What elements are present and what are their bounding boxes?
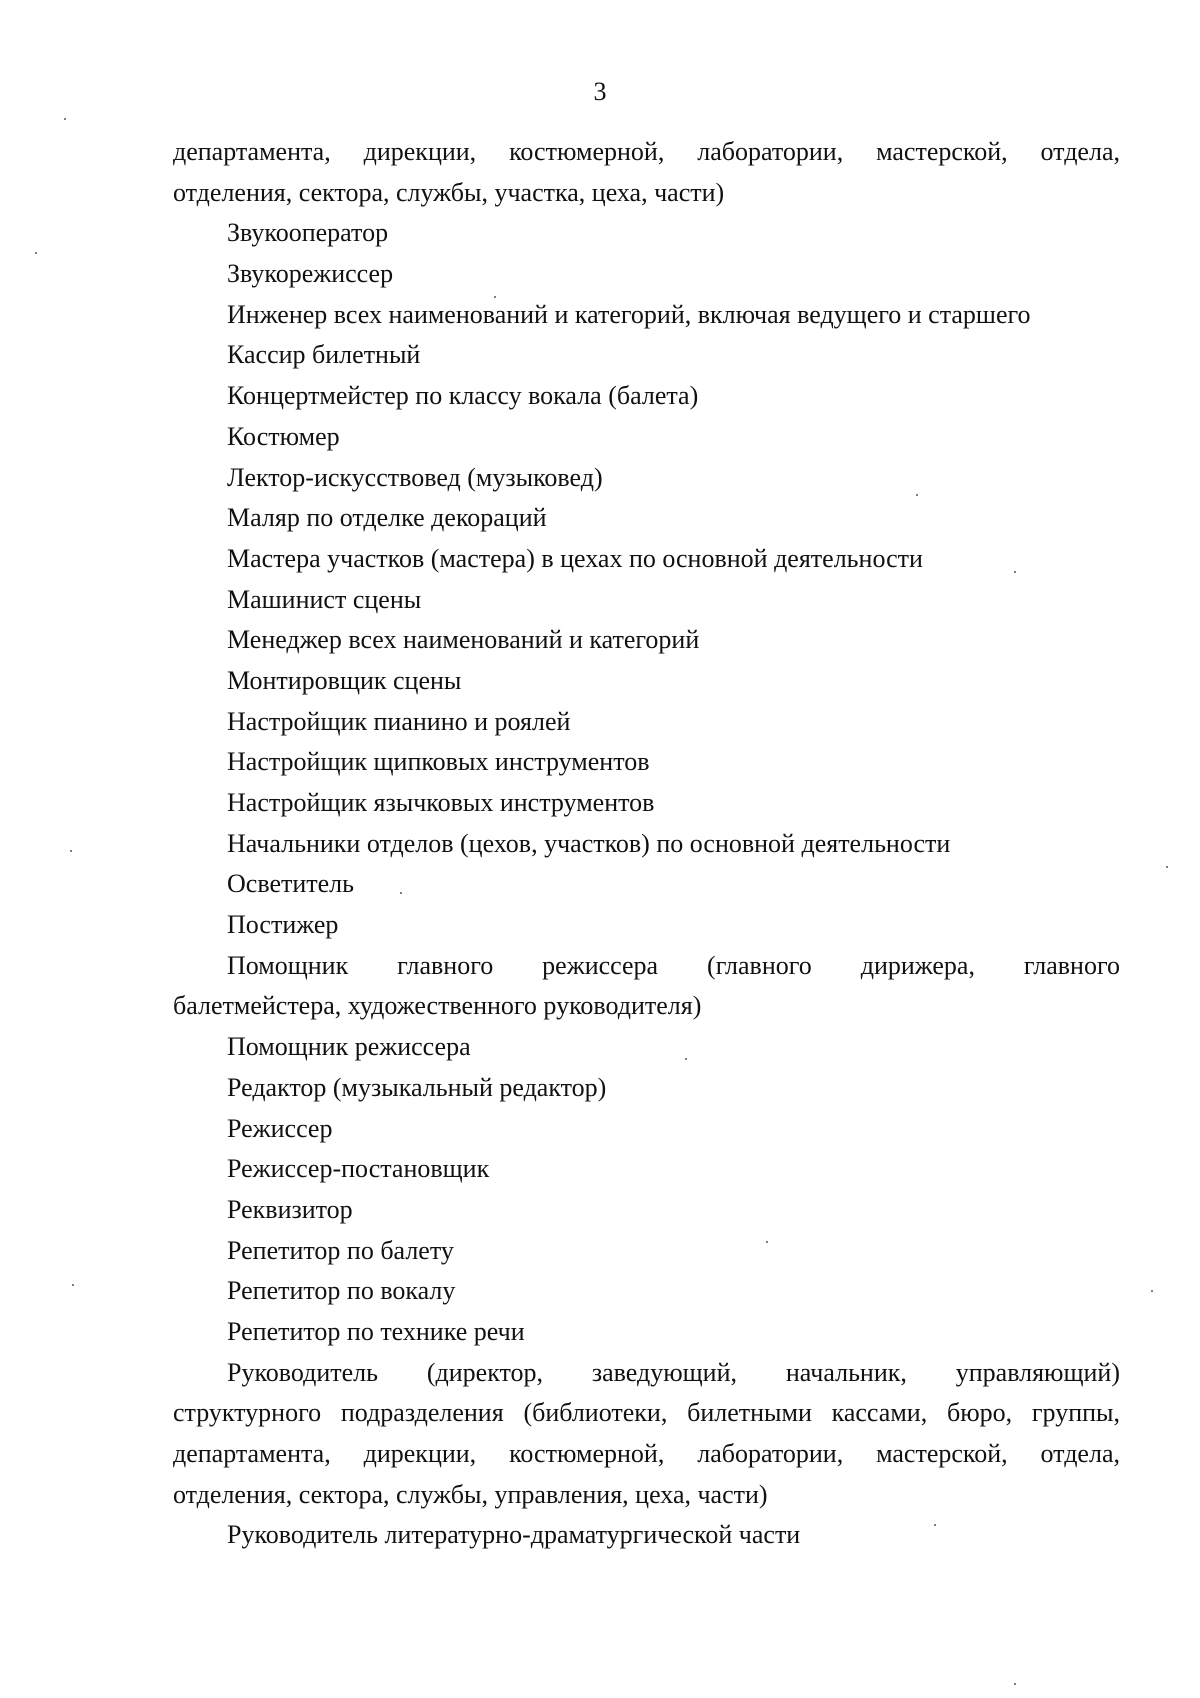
scan-speck bbox=[916, 494, 918, 496]
text-line: Помощник главного режиссера (главного дирижера, главного bbox=[227, 950, 1120, 980]
text-line: Режиссер bbox=[227, 1113, 333, 1143]
text-line: балетмейстера, художественного руководителя) bbox=[173, 991, 702, 1021]
text-line: Настройщик пианино и роялей bbox=[227, 706, 571, 736]
text-line: Костюмер bbox=[227, 421, 340, 451]
document-body bbox=[0, 132, 1200, 1556]
scan-speck bbox=[934, 1524, 936, 1526]
text-line: Лектор-искусствовед (музыковед) bbox=[227, 462, 603, 492]
text-line: Руководитель (директор, заведующий, начальник, управляющий) bbox=[227, 1357, 1120, 1387]
text-line: Монтировщик сцены bbox=[227, 665, 462, 695]
scan-speck bbox=[400, 892, 402, 894]
page-number: 3 bbox=[593, 77, 607, 106]
text-line: Руководитель литературно-драматургической части bbox=[227, 1520, 801, 1550]
scan-speck bbox=[766, 1241, 768, 1243]
scan-speck bbox=[70, 850, 72, 852]
scan-speck bbox=[1151, 1290, 1153, 1292]
text-line: Мастера участков (мастера) в цехах по основной деятельности bbox=[227, 543, 923, 573]
text-line: Постижер bbox=[227, 910, 339, 940]
scan-speck bbox=[1166, 866, 1168, 868]
scan-speck bbox=[35, 252, 37, 254]
text-line: Режиссер-постановщик bbox=[227, 1154, 490, 1184]
text-line: департамента, дирекции, костюмерной, лаборатории, мастерской, отдела, bbox=[173, 137, 1120, 166]
text-line: Концертмейстер по классу вокала (балета) bbox=[227, 381, 699, 411]
scan-speck bbox=[1014, 1683, 1016, 1685]
text-line: Осветитель bbox=[227, 869, 354, 899]
text-line: Помощник режиссера bbox=[227, 1032, 471, 1062]
text-line: Настройщик щипковых инструментов bbox=[227, 747, 650, 777]
scan-speck bbox=[64, 118, 66, 120]
text-line: Репетитор по вокалу bbox=[227, 1276, 456, 1306]
text-line: Маляр по отделке декораций bbox=[227, 503, 547, 533]
text-line: Настройщик язычковых инструментов bbox=[227, 788, 655, 817]
text-line: отделения, сектора, службы, участка, цеха, части) bbox=[173, 177, 725, 207]
text-line: Менеджер всех наименований и категорий bbox=[227, 625, 700, 655]
scan-speck bbox=[72, 1284, 74, 1286]
text-line: Редактор (музыкальный редактор) bbox=[227, 1072, 607, 1102]
scan-speck bbox=[685, 1058, 687, 1060]
text-line: Звукооператор bbox=[227, 218, 389, 248]
scan-speck bbox=[494, 296, 496, 298]
text-line: Звукорежиссер bbox=[227, 259, 394, 289]
text-line: отделения, сектора, службы, управления, цеха, части) bbox=[173, 1479, 768, 1509]
text-line: Репетитор по технике речи bbox=[227, 1316, 525, 1346]
text-line: Кассир билетный bbox=[227, 340, 421, 370]
text-line: Начальники отделов (цехов, участков) по основной деятельности bbox=[227, 828, 951, 858]
text-line: Реквизитор bbox=[227, 1194, 353, 1224]
text-line: Машинист сцены bbox=[227, 584, 422, 614]
scan-speck bbox=[1014, 571, 1016, 573]
text-line: структурного подразделения (библиотеки, билетными кассами, бюро, группы, bbox=[173, 1398, 1120, 1428]
text-line: Репетитор по балету bbox=[227, 1235, 454, 1265]
text-line: департамента, дирекции, костюмерной, лаборатории, мастерской, отдела, bbox=[173, 1439, 1120, 1468]
text-line: Инженер всех наименований и категорий, включая ведущего и старшего bbox=[227, 299, 1031, 329]
